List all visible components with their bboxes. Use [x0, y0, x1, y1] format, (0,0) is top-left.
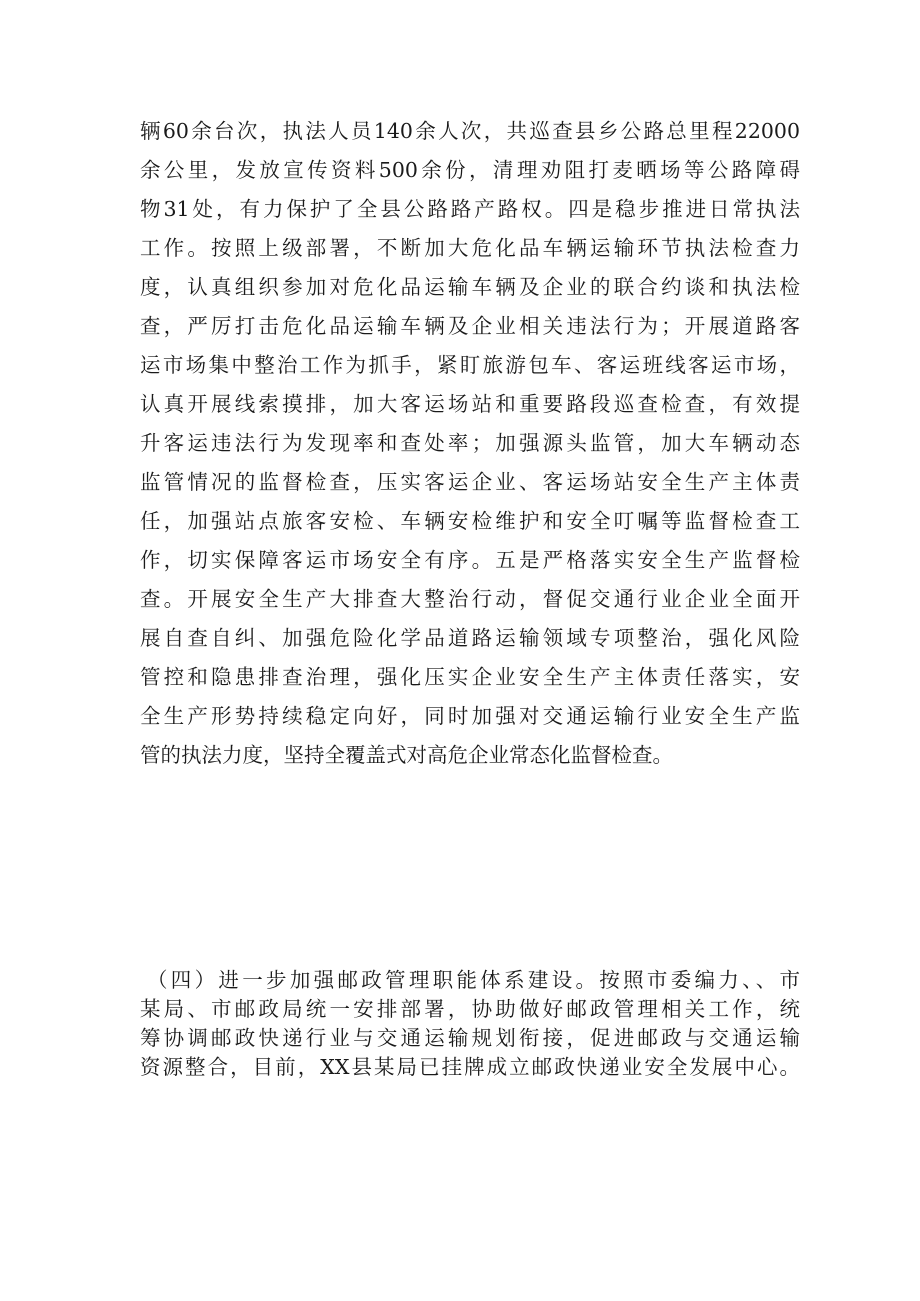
text-line: 筹协调邮政快递行业与交通运输规划衔接，促进邮政与交通运输: [140, 1026, 800, 1050]
text-line: 作，切实保障客运市场安全有序。五是严格落实安全生产监督检: [140, 548, 800, 572]
paragraph-law-enforcement: [140, 112, 800, 775]
section-heading-line: （四）进一步加强邮政管理职能体系建设。按照市委编力、、市: [147, 968, 800, 992]
text-line: 资源整合，目前，XX县某局已挂牌成立邮政快递业安全发展中心。: [140, 1055, 800, 1079]
text-line: 展自查自纠、加强危险化学品道路运输领域专项整治，强化风险: [140, 626, 800, 650]
text-line: 某局、市邮政局统一安排部署，协助做好邮政管理相关工作，统: [140, 997, 800, 1021]
text-line: 辆60余台次，执法人员140余人次，共巡查县乡公路总里程22000: [140, 119, 800, 143]
text-line: 运市场集中整治工作为抓手，紧盯旅游包车、客运班线客运市场，: [140, 353, 800, 377]
text-line: 余公里，发放宣传资料500余份，清理劝阻打麦晒场等公路障碍: [140, 158, 800, 182]
text-line: 任，加强站点旅客安检、车辆安检维护和安全叮嘱等监督检查工: [140, 509, 800, 533]
text-line: 监管情况的监督检查，压实客运企业、客运场站安全生产主体责: [140, 470, 800, 494]
text-line: 查，严厉打击危化品运输车辆及企业相关违法行为；开展道路客: [140, 314, 800, 338]
text-line: 管的执法力度，坚持全覆盖式对高危企业常态化监督检查。: [140, 743, 673, 767]
text-line: 工作。按照上级部署，不断加大危化品车辆运输环节执法检查力: [140, 236, 800, 260]
text-line: 查。开展安全生产大排查大整治行动，督促交通行业企业全面开: [140, 587, 800, 611]
text-line: 物31处，有力保护了全县公路路产路权。四是稳步推进日常执法: [140, 197, 800, 221]
text-line: 全生产形势持续稳定向好，同时加强对交通运输行业安全生产监: [140, 704, 800, 728]
paragraph-postal-management: [140, 966, 800, 1082]
text-line: 升客运违法行为发现率和查处率；加强源头监管，加大车辆动态: [140, 431, 800, 455]
text-line: 管控和隐患排查治理，强化压实企业安全生产主体责任落实，安: [140, 665, 800, 689]
text-line: 认真开展线索摸排，加大客运场站和重要路段巡查检查，有效提: [140, 392, 800, 416]
text-line: 度，认真组织参加对危化品运输车辆及企业的联合约谈和执法检: [140, 275, 800, 299]
